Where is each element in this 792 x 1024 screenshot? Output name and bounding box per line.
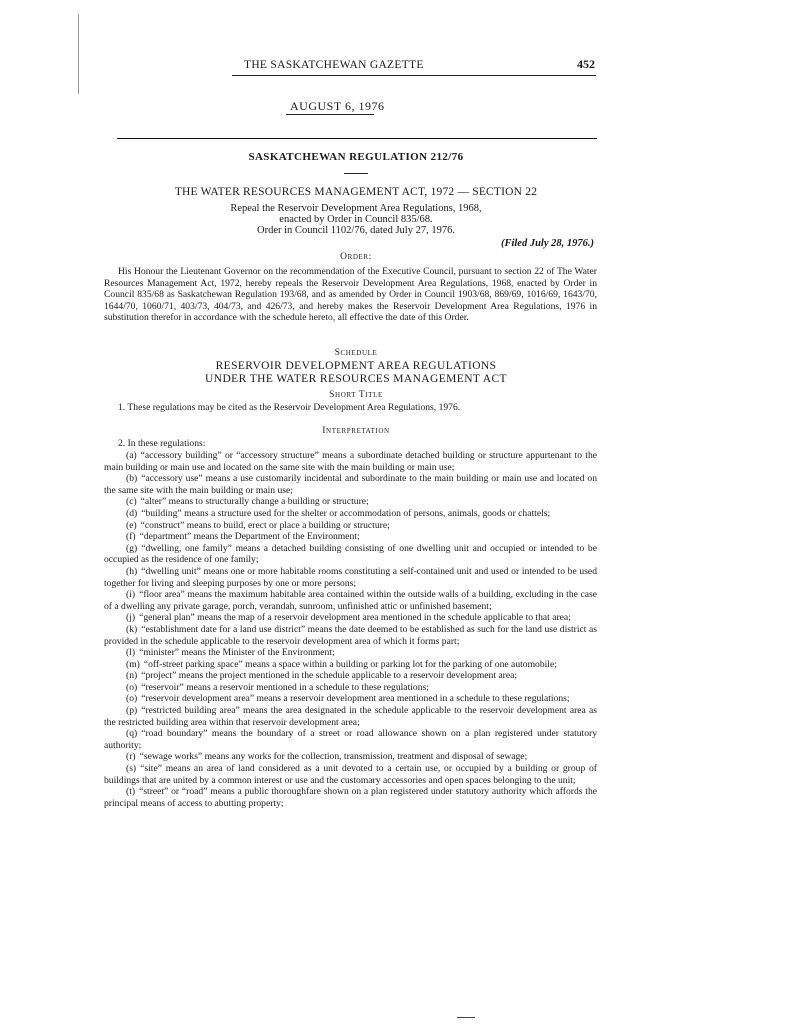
- definition-label: (m): [126, 658, 140, 670]
- definition-label: (g): [126, 542, 138, 554]
- definition-item: [104, 612, 597, 624]
- definition-label: (c): [126, 496, 137, 508]
- definition-text: “floor area” means the maximum habitable area contained within the outside walls of a building, excluding in the case of a dwelling any private garage, porch, verandah, sunroom, unfinished attic or unfinished basement;: [104, 589, 597, 612]
- section-1-text: 1. These regulations may be cited as the Reservoir Development Area Regulations, 1976.: [118, 402, 461, 413]
- definition-text: “alter” means to structurally change a building or structure;: [140, 496, 369, 508]
- definition-text: “minister” means the Minister of the Environment;: [139, 647, 335, 659]
- schedule-heading: Schedule: [334, 348, 378, 358]
- definition-item: [104, 508, 597, 520]
- definition-text: “sewage works” means any works for the collection, transmission, treatment and disposal of sewage;: [139, 751, 528, 763]
- definition-label: (f): [126, 531, 136, 543]
- definition-label: (a): [126, 450, 137, 461]
- definition-label: (o): [126, 681, 138, 693]
- definition-label: (t): [126, 786, 136, 798]
- definitions-list: [104, 450, 597, 809]
- schedule-title-line2: UNDER THE WATER RESOURCES MANAGEMENT ACT: [205, 373, 507, 385]
- order-in-council-line: Order in Council 1102/76, dated July 27, 1976.: [257, 225, 455, 236]
- definition-text: “accessory building” or “accessory structure” means a subordinate detached building or structure appurtenant to the main building or main use and located on the same site with the main building or main use;: [104, 450, 597, 473]
- page-number: 452: [577, 57, 595, 71]
- definition-text: “road boundary” means the boundary of a street or road allowance shown on a plan registered under statutory authority;: [104, 728, 597, 751]
- definition-label: (l): [126, 647, 136, 659]
- definition-label: (k): [126, 623, 138, 635]
- short-title-heading: Short Title: [329, 390, 383, 400]
- gazette-title: THE SASKATCHEWAN GAZETTE: [244, 59, 424, 71]
- definition-item: [104, 566, 597, 589]
- definition-label: (e): [126, 519, 137, 531]
- definition-item: [104, 450, 597, 473]
- definition-text: “general plan” means the map of a reservoir development area mentioned in the schedule applicable to that area;: [139, 612, 571, 624]
- definition-item: [104, 728, 597, 751]
- definition-text: “street” or “road” means a public thoroughfare shown on a plan registered under statutory authority which affords the principal means of access to abutting property;: [104, 786, 597, 809]
- bottom-mark: [457, 1017, 475, 1018]
- definition-text: “department” means the Department of the Environment;: [139, 531, 360, 543]
- definition-label: (d): [126, 507, 138, 519]
- definition-item: [104, 763, 597, 786]
- definition-text: “site” means an area of land considered as a unit devoted to a certain use, or occupied by a building or group of buildings that are united by a common interest or use and the customary accessories and open spaces belonging to the unit;: [104, 763, 597, 786]
- definition-item: [104, 647, 597, 659]
- order-text: His Honour the Lieutenant Governor on the recommendation of the Executive Council, pursuant to section 22 of The Water Resources Management Act, 1972, hereby repeals the Reservoir Development Area Regulations, 1968, enacted by Order in Council 835/68 as Saskatchewan Regulation 193/68, and as amended by Order in Council 1903/68, 869/69, 1016/69, 1643/70, 1644/70, 1060/71, 403/73, 404/73, and 426/73, and hereby makes the Reservoir Development Area Regulations, 1976 in substitution therefor in accordance with the schedule hereto, all effective the date of this Order.: [104, 266, 597, 324]
- definition-item: [104, 531, 597, 543]
- definition-label: (q): [126, 728, 138, 740]
- regulation-number: SASKATCHEWAN REGULATION 212/76: [248, 151, 464, 163]
- date-rule: [286, 114, 374, 115]
- section-1: [104, 402, 597, 414]
- margin-mark: [78, 14, 79, 94]
- order-paragraph: [104, 266, 597, 324]
- section-divider: [117, 138, 597, 139]
- definition-item: [104, 693, 597, 705]
- order-heading: Order:: [340, 252, 372, 262]
- definition-text: “construct” means to build, erect or place a building or structure;: [140, 519, 390, 531]
- definition-item: [104, 682, 597, 694]
- definition-item: [104, 659, 597, 671]
- definition-label: (o): [126, 693, 138, 705]
- section-2-intro: [104, 438, 597, 450]
- definition-label: (b): [126, 473, 138, 485]
- definition-text: “reservoir development area” means a reservoir development area mentioned in a schedule to these regulations;: [141, 693, 570, 705]
- enacted-line: enacted by Order in Council 835/68.: [279, 214, 433, 225]
- definition-text: “restricted building area” means the area designated in the schedule applicable to the reservoir development area as the restricted building area within that reservoir development area;: [104, 705, 597, 728]
- header-rule: [232, 75, 596, 76]
- act-title: THE WATER RESOURCES MANAGEMENT ACT, 1972 — SECTION 22: [174, 186, 538, 198]
- definition-item: [104, 670, 597, 682]
- definition-label: (j): [126, 612, 136, 624]
- definition-text: “establishment date for a land use district” means the date deemed to be established as such for the land use district as provided in the schedule applicable to the reservoir development area of which it forms part;: [104, 623, 597, 647]
- definition-item: [104, 589, 597, 612]
- repeal-line: Repeal the Reservoir Development Area Regulations, 1968,: [230, 203, 482, 214]
- definition-label: (h): [126, 565, 138, 577]
- definition-label: (r): [126, 751, 136, 763]
- definition-item: [104, 496, 597, 508]
- definition-text: “building” means a structure used for the shelter or accommodation of persons, animals, goods or chattels;: [141, 507, 551, 519]
- definition-item: [104, 705, 597, 728]
- definition-item: [104, 786, 597, 809]
- definition-label: (n): [126, 670, 138, 682]
- definition-item: [104, 520, 597, 532]
- definition-label: (i): [126, 589, 136, 601]
- filed-date: (Filed July 28, 1976.): [500, 238, 594, 249]
- definition-label: (s): [126, 763, 137, 775]
- definition-text: “dwelling unit” means one or more habitable rooms constituting a self-contained unit and used or intended to be used together for living and sleeping purposes by one or more persons;: [104, 565, 597, 589]
- definition-text: “accessory use” means a use customarily incidental and subordinate to the main building or main use and located on the same site with the main building or main use;: [104, 473, 597, 496]
- definition-text: “dwelling, one family” means a detached building consisting of one dwelling unit and occupied or intended to be occupied as the residence of one family;: [104, 542, 597, 566]
- definition-item: [104, 624, 597, 647]
- title-dash: [344, 173, 368, 174]
- issue-date: AUGUST 6, 1976: [290, 99, 385, 113]
- definition-text: “off-street parking space” means a space within a building or parking lot for the parking of one automobile;: [143, 658, 557, 670]
- definition-item: [104, 751, 597, 763]
- definition-item: [104, 543, 597, 566]
- interpretation-heading: Interpretation: [322, 426, 390, 436]
- definition-label: (p): [126, 705, 138, 717]
- schedule-title-line1: RESERVOIR DEVELOPMENT AREA REGULATIONS: [215, 360, 497, 372]
- definition-text: “reservoir” means a reservoir mentioned in a schedule to these regulations;: [141, 681, 429, 693]
- definition-item: [104, 473, 597, 496]
- definition-text: “project” means the project mentioned in the schedule applicable to a reservoir development area;: [141, 670, 518, 682]
- section-2-intro-text: 2. In these regulations:: [118, 438, 206, 449]
